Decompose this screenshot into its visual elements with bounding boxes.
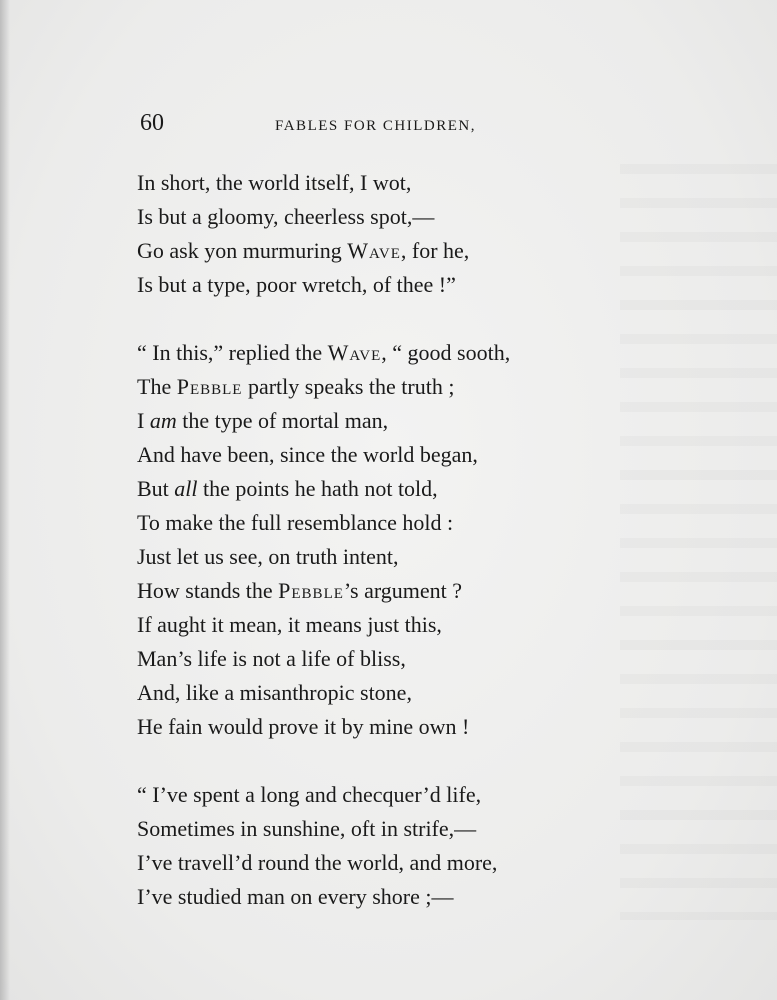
stanza-break: [137, 744, 657, 778]
line-segment: If aught it mean, it means just this,: [137, 612, 442, 637]
line-segment: I: [137, 408, 150, 433]
line-segment: Man’s life is not a life of bliss,: [137, 646, 406, 671]
poem-line: [137, 506, 657, 540]
line-segment: Go ask yon murmuring: [137, 238, 348, 263]
line-segment: I’ve travell’d round the world, and more,: [137, 850, 498, 875]
running-head: FABLES FOR CHILDREN,: [275, 118, 476, 134]
small-caps-word: Pebble: [278, 578, 344, 603]
line-segment: But: [137, 476, 175, 501]
line-segment: “ I’ve spent a long and checquer’d life,: [137, 782, 482, 807]
line-segment: the points he hath not told,: [197, 476, 438, 501]
line-segment: ’s argument ?: [343, 578, 463, 603]
poem-line: [137, 540, 657, 574]
poem-line: [137, 472, 657, 506]
italic-word: all: [174, 476, 198, 501]
stanza-break: [137, 302, 657, 336]
page-gutter-shadow: [0, 0, 10, 1000]
line-segment: Sometimes in sunshine, oft in strife,—: [137, 816, 477, 841]
poem-line: [137, 880, 657, 914]
stanza: [137, 166, 657, 302]
small-caps-word: Pebble: [176, 374, 243, 399]
poem-line: [137, 200, 657, 234]
line-segment: , “ good sooth,: [381, 340, 511, 365]
poem-line: [137, 710, 657, 744]
line-segment: The: [137, 374, 177, 399]
line-segment: the type of mortal man,: [176, 408, 389, 433]
poem-line: [137, 404, 657, 438]
line-segment: How stands the: [137, 578, 279, 603]
poem-line: [137, 166, 657, 200]
line-segment: And, like a misanthropic stone,: [137, 680, 412, 705]
line-segment: To make the full resemblance hold :: [137, 510, 454, 535]
poem-line: [137, 642, 657, 676]
poem-line: [137, 676, 657, 710]
line-segment: In short, the world itself, I wot,: [137, 170, 412, 195]
stanza: [137, 336, 657, 744]
line-segment: partly speaks the truth ;: [242, 374, 455, 399]
page-number: 60: [140, 110, 164, 136]
line-segment: Is but a type, poor wretch, of thee !”: [137, 272, 456, 297]
poem-line: [137, 234, 657, 268]
italic-word: am: [149, 408, 177, 433]
line-segment: And have been, since the world began,: [137, 442, 478, 467]
small-caps-word: Wave: [347, 238, 401, 263]
small-caps-word: Wave: [327, 340, 382, 365]
poem-text: [137, 166, 657, 914]
line-segment: Just let us see, on truth intent,: [137, 544, 399, 569]
poem-line: [137, 812, 657, 846]
line-segment: Is but a gloomy, cheerless spot,—: [137, 204, 435, 229]
poem-line: [137, 370, 657, 404]
line-segment: “ In this,” replied the: [137, 340, 328, 365]
poem-line: [137, 268, 657, 302]
page-header: [140, 110, 640, 150]
poem-line: [137, 336, 657, 370]
poem-line: [137, 778, 657, 812]
stanza: [137, 778, 657, 914]
line-segment: He fain would prove it by mine own !: [137, 714, 470, 739]
line-segment: , for he,: [400, 238, 470, 263]
poem-line: [137, 438, 657, 472]
poem-line: [137, 846, 657, 880]
poem-line: [137, 574, 657, 608]
poem-line: [137, 608, 657, 642]
line-segment: I’ve studied man on every shore ;—: [137, 884, 454, 909]
